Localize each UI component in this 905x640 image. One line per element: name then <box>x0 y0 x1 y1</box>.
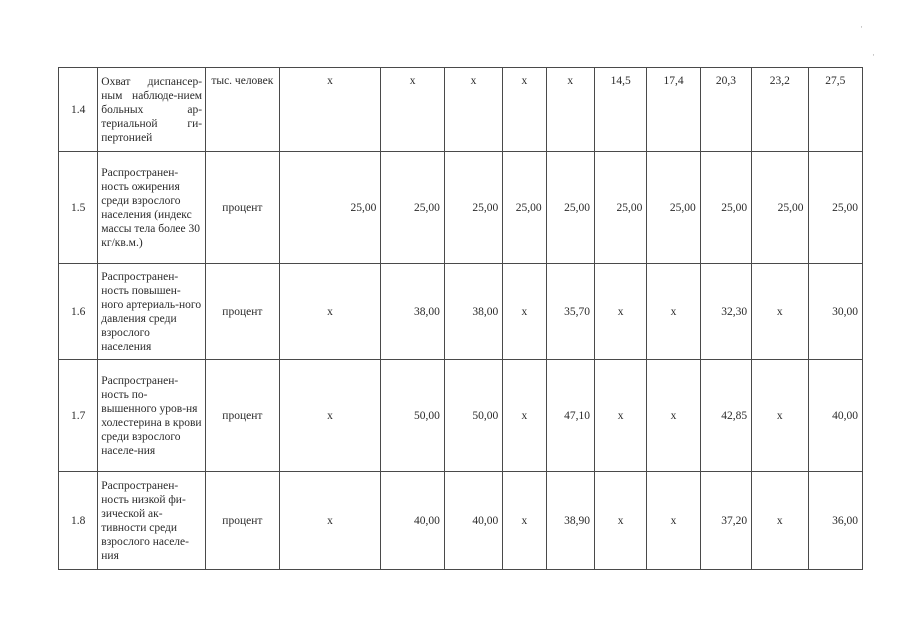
value-cell: x <box>279 472 381 570</box>
unit-cell: процент <box>206 152 280 264</box>
value-cell: 40,00 <box>808 360 863 472</box>
unit-cell: процент <box>206 264 280 360</box>
value-cell: 25,00 <box>752 152 808 264</box>
table-row <box>59 152 863 264</box>
value-cell: x <box>752 264 808 360</box>
value-cell: x <box>647 264 700 360</box>
value-cell: 50,00 <box>444 360 502 472</box>
value-cell: 25,00 <box>594 152 646 264</box>
table-row <box>59 264 863 360</box>
value-cell: 25,00 <box>546 152 594 264</box>
value-cell: x <box>279 68 381 152</box>
row-number: 1.6 <box>59 264 98 360</box>
value-cell: 23,2 <box>752 68 808 152</box>
value-cell: 25,00 <box>381 152 444 264</box>
value-cell: 42,85 <box>700 360 751 472</box>
scan-speck: · <box>872 50 875 60</box>
value-cell: 17,4 <box>647 68 700 152</box>
table-row <box>59 360 863 472</box>
value-cell: x <box>279 360 381 472</box>
value-cell: 38,00 <box>381 264 444 360</box>
value-cell: 25,00 <box>444 152 502 264</box>
value-cell: x <box>503 360 546 472</box>
table-row <box>59 68 863 152</box>
value-cell: x <box>546 68 594 152</box>
value-cell: x <box>647 472 700 570</box>
value-cell: x <box>503 68 546 152</box>
value-cell: 50,00 <box>381 360 444 472</box>
value-cell: 25,00 <box>808 152 863 264</box>
indicator-name: Распространен-ность по-вышенного уров-ня холестерина в крови среди взрослого населе-ния <box>98 360 206 472</box>
value-cell: 30,00 <box>808 264 863 360</box>
value-cell: 37,20 <box>700 472 751 570</box>
value-cell: 27,5 <box>808 68 863 152</box>
unit-cell: процент <box>206 472 280 570</box>
value-cell: 14,5 <box>594 68 646 152</box>
value-cell: 32,30 <box>700 264 751 360</box>
indicator-name: Распространен-ность повышен-ного артериаль-ного давления среди взрослого населения <box>98 264 206 360</box>
row-number: 1.7 <box>59 360 98 472</box>
value-cell: 40,00 <box>381 472 444 570</box>
value-cell: x <box>444 68 502 152</box>
value-cell: 25,00 <box>503 152 546 264</box>
value-cell: 25,00 <box>647 152 700 264</box>
row-number: 1.4 <box>59 68 98 152</box>
value-cell: 47,10 <box>546 360 594 472</box>
value-cell: x <box>594 360 646 472</box>
value-cell: 25,00 <box>279 152 381 264</box>
value-cell: x <box>279 264 381 360</box>
value-cell: 25,00 <box>700 152 751 264</box>
unit-cell: процент <box>206 360 280 472</box>
value-cell: 36,00 <box>808 472 863 570</box>
value-cell: x <box>647 360 700 472</box>
scan-speck: · <box>860 22 863 32</box>
value-cell: x <box>503 472 546 570</box>
value-cell: 40,00 <box>444 472 502 570</box>
value-cell: x <box>752 472 808 570</box>
value-cell: x <box>594 472 646 570</box>
value-cell: x <box>381 68 444 152</box>
indicator-name: Распространен-ность низкой фи-зической ак-тивности среди взрослого населе-ния <box>98 472 206 570</box>
value-cell: 35,70 <box>546 264 594 360</box>
row-number: 1.8 <box>59 472 98 570</box>
value-cell: 20,3 <box>700 68 751 152</box>
value-cell: x <box>503 264 546 360</box>
table-row <box>59 472 863 570</box>
unit-cell: тыс. человек <box>206 68 280 152</box>
value-cell: x <box>752 360 808 472</box>
indicator-table <box>58 67 863 570</box>
value-cell: x <box>594 264 646 360</box>
indicator-name: Распространен-ность ожирения среди взрослого населения (индекс массы тела более 30 кг/кв.м.) <box>98 152 206 264</box>
indicator-name: Охват диспансер-ным наблюде-нием больных ар-териальной ги-пертонией <box>98 68 206 152</box>
value-cell: 38,90 <box>546 472 594 570</box>
row-number: 1.5 <box>59 152 98 264</box>
value-cell: 38,00 <box>444 264 502 360</box>
